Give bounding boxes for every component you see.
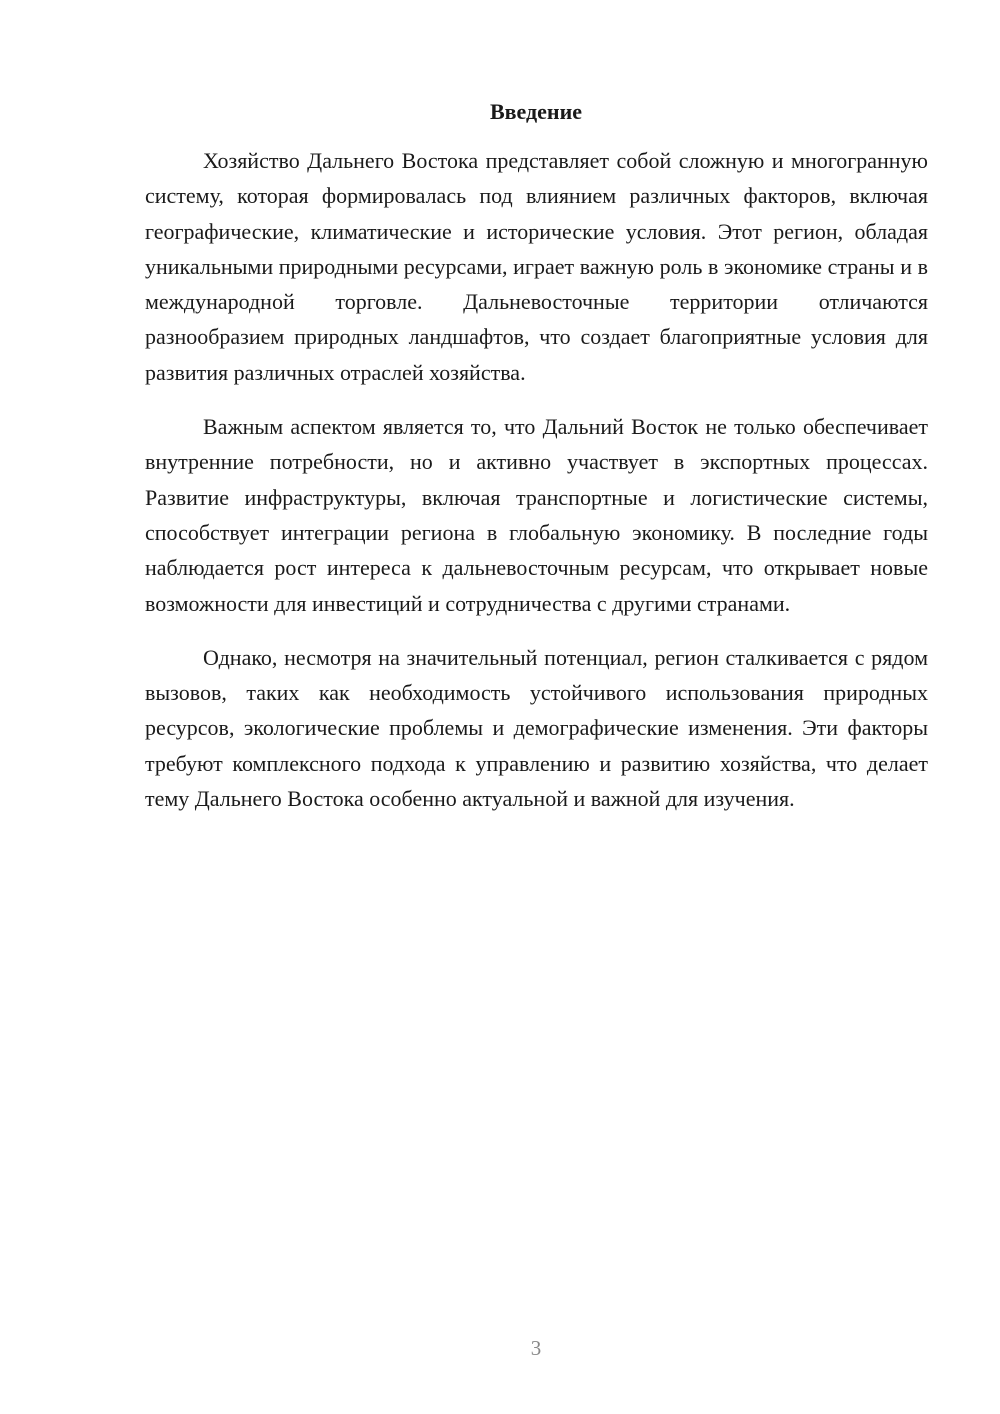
page-number: 3	[530, 1336, 542, 1360]
paragraph-1: Хозяйство Дальнего Востока представляет собой сложную и многогранную систему, которая формировалась под влиянием различных факторов, включая географические, климатические и исторические условия. Этот регион, обладая уникальными природными ресурсами, играет важную роль в экономике страны и в международной торговле. Дальневосточные территории отличаются разнообразием природных ландшафтов, что создает благоприятные условия для развития различных отраслей хозяйства.	[145, 148, 928, 385]
body-text	[145, 143, 928, 835]
section-title: Введение	[489, 99, 583, 124]
paragraph-2: Важным аспектом является то, что Дальний Восток не только обеспечивает внутренние потребности, но и активно участвует в экспортных процессах. Развитие инфраструктуры, включая транспортные и логистические системы, способствует интеграции региона в глобальную экономику. В последние годы наблюдается рост интереса к дальневосточным ресурсам, что открывает новые возможности для инвестиций и сотрудничества с другими странами.	[145, 414, 928, 616]
paragraph-3: Однако, несмотря на значительный потенциал, регион сталкивается с рядом вызовов, таких как необходимость устойчивого использования природных ресурсов, экологические проблемы и демографические изменения. Эти факторы требуют комплексного подхода к управлению и развитию хозяйства, что делает тему Дальнего Востока особенно актуальной и важной для изучения.	[145, 644, 928, 812]
